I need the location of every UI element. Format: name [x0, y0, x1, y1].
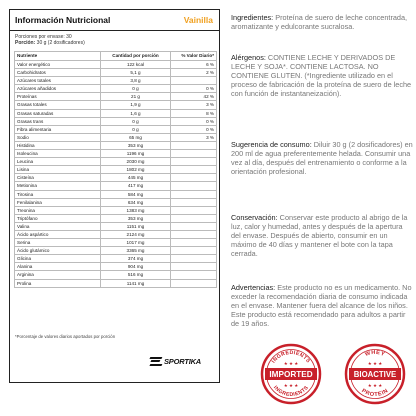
- column-header-nutrient: Nutriente: [15, 52, 101, 61]
- nutrient-amount: 122 kcal: [101, 61, 171, 69]
- nutrient-name: Treonina: [15, 206, 101, 214]
- usage-section: [231, 140, 414, 176]
- column-header-amount: Cantidad por porción: [101, 52, 171, 61]
- nutrient-name: Azúcares añadidos: [15, 85, 101, 93]
- nutrient-amount: 1,9 g: [101, 101, 171, 109]
- servings-label: Porciones por envase:: [15, 34, 65, 40]
- nutrient-name: Ácido aspártico: [15, 230, 101, 238]
- allergens-section: [231, 53, 414, 98]
- nutrient-daily-value: 0 %: [171, 85, 217, 93]
- nutrient-daily-value: [171, 190, 217, 198]
- nutrient-daily-value: 2 %: [171, 69, 217, 77]
- nutrient-daily-value: [171, 247, 217, 255]
- table-row: [15, 263, 217, 271]
- nutrient-name: Tirosina: [15, 190, 101, 198]
- nutrient-name: Ácido glutámico: [15, 247, 101, 255]
- table-row: [15, 117, 217, 125]
- nutrient-daily-value: [171, 214, 217, 222]
- table-row: [15, 109, 217, 117]
- table-row: [15, 230, 217, 238]
- table-row: [15, 125, 217, 133]
- nutrient-name: Valor energético: [15, 61, 101, 69]
- bioactive-badge-main-text: BIOACTIVE: [353, 370, 397, 379]
- brand-name: SPORTIKA: [164, 356, 202, 366]
- nutrient-daily-value: 0 %: [171, 117, 217, 125]
- imported-ingredients-badge: [260, 343, 322, 405]
- nutrient-daily-value: [171, 182, 217, 190]
- storage-label: Conservación:: [231, 213, 278, 222]
- bioactive-whey-badge: [344, 343, 406, 405]
- servings-value: 30: [66, 34, 72, 40]
- nutrient-daily-value: [171, 198, 217, 206]
- imported-badge-bottom-text: INGREDIENTS: [272, 384, 310, 399]
- nutrient-amount: 1196 mg: [101, 150, 171, 158]
- nutrient-name: Fenilalanina: [15, 198, 101, 206]
- nutrient-amount: 353 mg: [101, 141, 171, 149]
- svg-text:★ ★ ★: ★ ★ ★: [283, 361, 299, 366]
- ingredients-label: Ingredientes:: [231, 13, 274, 22]
- brand-logo: [150, 354, 216, 368]
- nutrient-name: Alanina: [15, 263, 101, 271]
- nutrient-daily-value: [171, 150, 217, 158]
- nutrient-daily-value: [171, 239, 217, 247]
- nutrition-table: [14, 51, 217, 288]
- table-row: [15, 61, 217, 69]
- portion-value: 30 g (2 dosificadores): [36, 40, 85, 46]
- nutrient-name: Grasas trans: [15, 117, 101, 125]
- nutrient-daily-value: 0 %: [171, 125, 217, 133]
- nutrient-amount: 353 mg: [101, 214, 171, 222]
- nutrient-name: Triptófano: [15, 214, 101, 222]
- table-row: [15, 271, 217, 279]
- table-row: [15, 166, 217, 174]
- svg-text:★ ★ ★: ★ ★ ★: [367, 383, 383, 388]
- nutrient-daily-value: [171, 206, 217, 214]
- nutrient-amount: 0 g: [101, 117, 171, 125]
- table-row: [15, 133, 217, 141]
- nutrient-amount: 374 mg: [101, 255, 171, 263]
- nutrient-name: Isoleucina: [15, 150, 101, 158]
- table-row: [15, 174, 217, 182]
- table-row: [15, 150, 217, 158]
- nutrient-amount: 65 mg: [101, 133, 171, 141]
- warnings-label: Advertencias:: [231, 283, 276, 292]
- portion-label: Porción:: [15, 40, 36, 46]
- nutrient-amount: 3,8 g: [101, 77, 171, 85]
- warnings-text: Este producto no es un medicamento. No exceder la recomendación diaria de consumo indicada en el envase. Mantener fuera del alcance de los niños. Este producto está recomendado para adultos a partir de 19 años.: [231, 283, 412, 329]
- table-row: [15, 101, 217, 109]
- nutrient-amount: 2124 mg: [101, 230, 171, 238]
- nutrient-daily-value: [171, 279, 217, 287]
- table-row: [15, 93, 217, 101]
- table-row: [15, 239, 217, 247]
- nutrient-daily-value: [171, 158, 217, 166]
- nutrient-amount: 417 mg: [101, 182, 171, 190]
- nutrient-name: Cisteína: [15, 174, 101, 182]
- table-row: [15, 247, 217, 255]
- table-row: [15, 206, 217, 214]
- nutrient-amount: 1151 mg: [101, 222, 171, 230]
- nutrient-amount: 1017 mg: [101, 239, 171, 247]
- table-row: [15, 69, 217, 77]
- nutrient-daily-value: [171, 141, 217, 149]
- nutrient-amount: 634 mg: [101, 198, 171, 206]
- daily-value-footnote: *Porcentaje de valores diarios aportados por porción: [15, 334, 116, 339]
- portion-size: [15, 40, 85, 46]
- usage-text: Diluir 30 g (2 dosificadores) en 200 ml de agua preferentemente helada. Consumir una vez al día, después del entrenamiento o conforme a la orientación profesional.: [231, 140, 413, 177]
- nutrient-amount: 0 g: [101, 125, 171, 133]
- nutrient-daily-value: [171, 77, 217, 85]
- nutrient-amount: 584 mg: [101, 190, 171, 198]
- bioactive-badge-bottom-text: PROTEIN: [360, 388, 390, 399]
- ingredients-text: Proteína de suero de leche concentrada, aromatizante y edulcorante sucralosa.: [231, 13, 408, 32]
- table-row: [15, 141, 217, 149]
- nutrient-name: Leucina: [15, 158, 101, 166]
- nutrition-table-header: [15, 52, 217, 61]
- brand-mark-icon: [150, 357, 162, 366]
- nutrient-name: Carbohidratos: [15, 69, 101, 77]
- svg-text:★ ★ ★: ★ ★ ★: [283, 383, 299, 388]
- nutrient-daily-value: [171, 255, 217, 263]
- nutrition-title: Información Nutricional: [15, 15, 111, 25]
- nutrient-name: Metionina: [15, 182, 101, 190]
- bioactive-badge-top-text: WHEY: [364, 349, 386, 359]
- svg-text:★ ★ ★: ★ ★ ★: [367, 361, 383, 366]
- nutrient-daily-value: 6 %: [171, 61, 217, 69]
- nutrient-name: Serina: [15, 239, 101, 247]
- nutrient-amount: 904 mg: [101, 263, 171, 271]
- table-row: [15, 190, 217, 198]
- nutrient-name: Grasas saturadas: [15, 109, 101, 117]
- table-row: [15, 158, 217, 166]
- nutrient-amount: 3365 mg: [101, 247, 171, 255]
- table-row: [15, 198, 217, 206]
- nutrition-table-body: [15, 61, 217, 288]
- nutrient-daily-value: [171, 263, 217, 271]
- imported-badge-icon: [260, 343, 322, 405]
- ingredients-section: [231, 13, 414, 31]
- imported-badge-top-text: INGREDIENTS: [270, 349, 312, 365]
- nutrient-daily-value: 8 %: [171, 109, 217, 117]
- flavor-label: Vainilla: [183, 15, 213, 25]
- table-row: [15, 279, 217, 287]
- storage-section: [231, 213, 414, 258]
- nutrient-daily-value: [171, 174, 217, 182]
- nutrient-name: Glicina: [15, 255, 101, 263]
- nutrient-name: Fibra alimentaria: [15, 125, 101, 133]
- nutrient-name: Lisina: [15, 166, 101, 174]
- nutrient-amount: 516 mg: [101, 271, 171, 279]
- nutrient-amount: 5,1 g: [101, 69, 171, 77]
- nutrient-amount: 2030 mg: [101, 158, 171, 166]
- nutrient-name: Histidina: [15, 141, 101, 149]
- nutrient-amount: 445 mg: [101, 174, 171, 182]
- column-header-daily-value: % Valor Diario*: [171, 52, 217, 61]
- nutrient-name: Valina: [15, 222, 101, 230]
- nutrient-daily-value: 3 %: [171, 101, 217, 109]
- nutrient-daily-value: [171, 271, 217, 279]
- nutrient-amount: 1802 mg: [101, 166, 171, 174]
- nutrient-name: Sodio: [15, 133, 101, 141]
- nutrient-name: Azúcares totales: [15, 77, 101, 85]
- nutrient-amount: 1141 mg: [101, 279, 171, 287]
- table-row: [15, 222, 217, 230]
- nutrient-amount: 1,6 g: [101, 109, 171, 117]
- nutrition-header: [10, 10, 219, 31]
- nutrient-daily-value: 3 %: [171, 133, 217, 141]
- nutrient-name: Arginina: [15, 271, 101, 279]
- table-row: [15, 182, 217, 190]
- nutrient-amount: 21 g: [101, 93, 171, 101]
- storage-text: Conservar este producto al abrigo de la luz, calor y humedad, antes y después de la apertura del envase. Después de abierto, consumir en un máximo de 40 días y mantener el bote con la tapa cerrada.: [231, 213, 408, 259]
- nutrient-amount: 0 g: [101, 85, 171, 93]
- allergens-label: Alérgenos:: [231, 53, 266, 62]
- nutrient-daily-value: [171, 222, 217, 230]
- table-row: [15, 85, 217, 93]
- table-row: [15, 255, 217, 263]
- nutrient-amount: 1383 mg: [101, 206, 171, 214]
- nutrient-name: Proteínas: [15, 93, 101, 101]
- nutrient-daily-value: [171, 230, 217, 238]
- warnings-section: [231, 283, 414, 328]
- table-row: [15, 77, 217, 85]
- nutrient-daily-value: [171, 166, 217, 174]
- nutrient-name: Prolina: [15, 279, 101, 287]
- nutrient-daily-value: 42 %: [171, 93, 217, 101]
- table-row: [15, 214, 217, 222]
- nutrient-name: Grasas totales: [15, 101, 101, 109]
- nutrition-facts-panel: [9, 9, 220, 383]
- usage-label: Sugerencia de consumo:: [231, 140, 312, 149]
- bioactive-badge-icon: [344, 343, 406, 405]
- allergens-text: CONTIENE LECHE Y DERIVADOS DE LECHE Y SOJA*. CONTIENE LACTOSA. NO CONTIENE GLUTEN. (*Ingrediente utilizado en el proceso de fabricación de la proteína de suero de leche con función de instantaneización).: [231, 53, 412, 99]
- imported-badge-main-text: IMPORTED: [269, 370, 313, 379]
